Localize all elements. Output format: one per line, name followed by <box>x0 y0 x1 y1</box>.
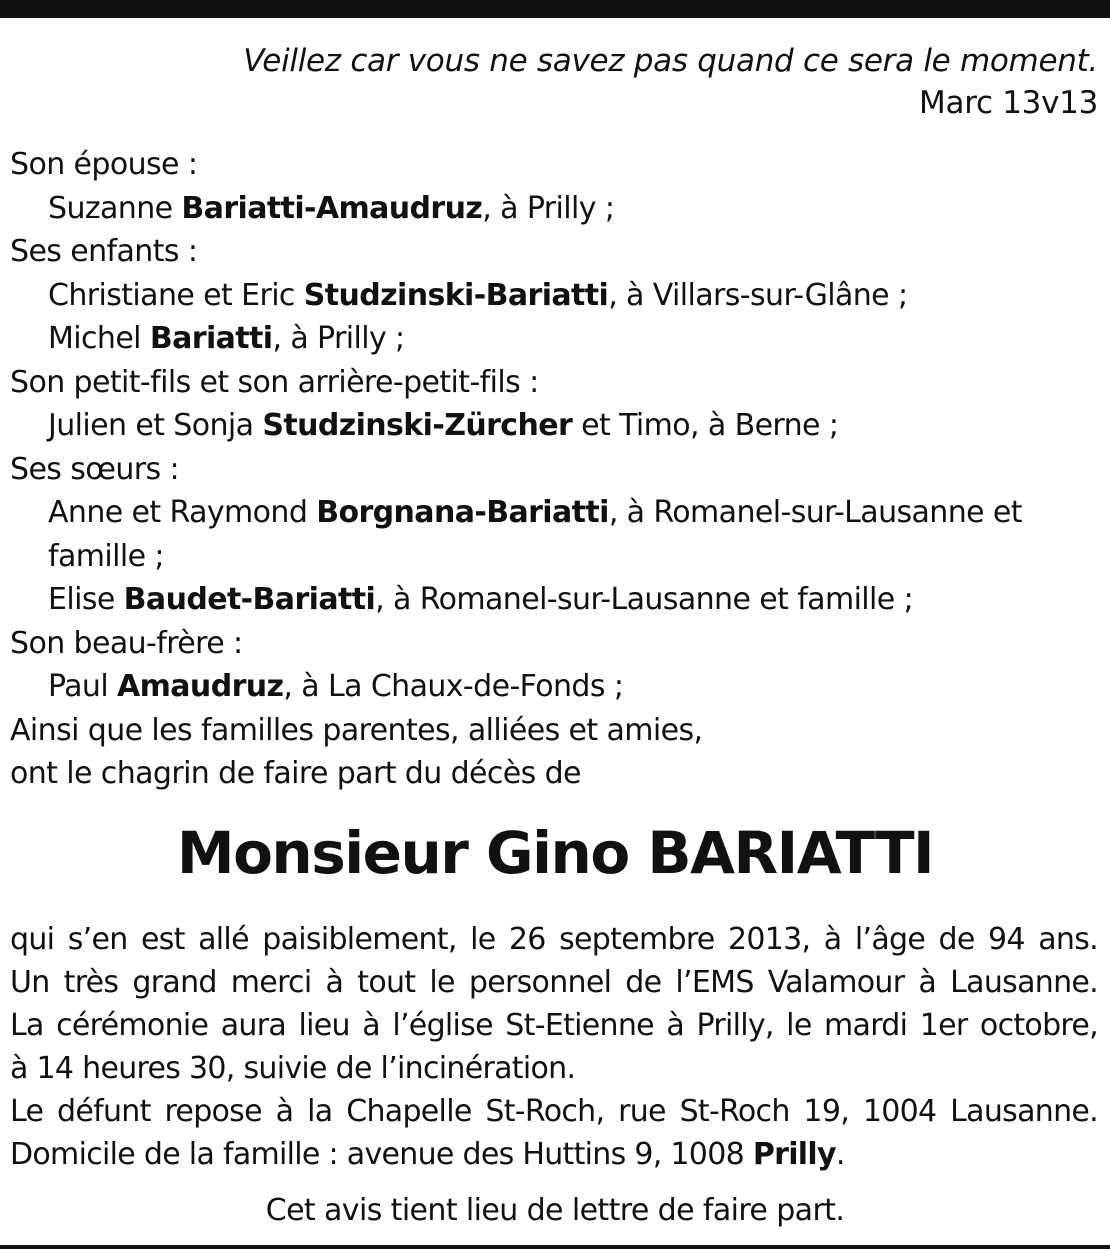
child2-surname: Bariatti <box>149 321 273 356</box>
children-label: Ses enfants : <box>10 234 198 269</box>
sister-entry-1-cont: famille ; <box>48 538 164 574</box>
grandchild-entry <box>10 404 1100 448</box>
domicile-town: Prilly <box>752 1137 836 1172</box>
child-entry-2 <box>10 317 1100 361</box>
bottom-rule <box>0 1245 1110 1249</box>
closing-note: Cet avis tient lieu de lettre de faire part. <box>265 1193 845 1228</box>
brother-in-law-first: Paul <box>48 669 118 704</box>
spouse-label: Son épouse : <box>10 147 198 182</box>
family-list <box>10 143 1100 796</box>
body-line-5: Le défunt repose à la Chapelle St-Roch, rue St-Roch 19, 1004 Lausanne. <box>10 1094 1098 1129</box>
child1-place: , à Villars-sur-Glâne ; <box>608 277 908 313</box>
sister2-surname: Baudet-Bariatti <box>123 582 376 617</box>
sisters-label: Ses sœurs : <box>10 451 180 487</box>
body-line-1: qui s’en est allé paisiblement, le 26 septembre 2013, à l’âge de 94 ans. <box>10 922 1098 957</box>
spouse-first: Suzanne <box>48 190 182 226</box>
domicile-text: Domicile de la famille : avenue des Huttins 9, 1008 <box>10 1137 753 1172</box>
spouse-surname: Bariatti-Amaudruz <box>181 190 483 226</box>
others-line: Ainsi que les familles parentes, alliées et amies, <box>10 712 703 748</box>
brother-in-law-entry <box>10 665 1100 709</box>
sister1-place: , à Romanel-sur-Lausanne et <box>608 495 1022 530</box>
sister1-first: Anne et Raymond <box>48 495 317 530</box>
body-line-6 <box>10 1133 1098 1176</box>
notice-body <box>10 918 1098 1176</box>
child1-first: Christiane et Eric <box>48 277 304 313</box>
child1-surname: Studzinski-Bariatti <box>303 277 609 313</box>
child2-first: Michel <box>48 321 150 356</box>
sister-entry-1 <box>10 491 1100 535</box>
body-line-2: Un très grand merci à tout le personnel de l’EMS Valamour à Lausanne. <box>10 965 1098 1000</box>
body-line-4: à 14 heures 30, suivie de l’incinération. <box>10 1051 576 1086</box>
sister1-surname: Borgnana-Bariatti <box>316 495 609 530</box>
sister2-first: Elise <box>48 582 124 617</box>
domicile-end: . <box>835 1137 845 1172</box>
announce-line: ont le chagrin de faire part du décès de <box>10 756 581 791</box>
spouse-place: , à Prilly ; <box>482 190 615 226</box>
grandchild-place: et Timo, à Berne ; <box>572 408 839 443</box>
sister-entry-2 <box>10 578 1100 622</box>
child2-place: , à Prilly ; <box>272 321 405 356</box>
body-line-3: La cérémonie aura lieu à l’église St-Etienne à Prilly, le mardi 1er octobre, <box>10 1008 1098 1043</box>
child-entry-1 <box>10 274 1100 318</box>
grandchild-first: Julien et Sonja <box>48 408 263 443</box>
grandchild-surname: Studzinski-Zürcher <box>262 408 573 443</box>
verse-reference: Marc 13v13 <box>919 85 1098 121</box>
deceased-name: Monsieur Gino BARIATTI <box>176 819 934 887</box>
brother-in-law-surname: Amaudruz <box>117 669 284 704</box>
brother-in-law-place: , à La Chaux-de-Fonds ; <box>283 669 624 704</box>
spouse-entry <box>10 187 1100 231</box>
sister2-place: , à Romanel-sur-Lausanne et famille ; <box>375 582 914 617</box>
verse-quote: Veillez car vous ne savez pas quand ce sera le moment. <box>243 43 1098 79</box>
top-rule <box>0 0 1110 18</box>
grandchildren-label: Son petit-fils et son arrière-petit-fils : <box>10 364 539 400</box>
brother-in-law-label: Son beau-frère : <box>10 625 243 661</box>
bible-verse <box>243 40 1098 124</box>
